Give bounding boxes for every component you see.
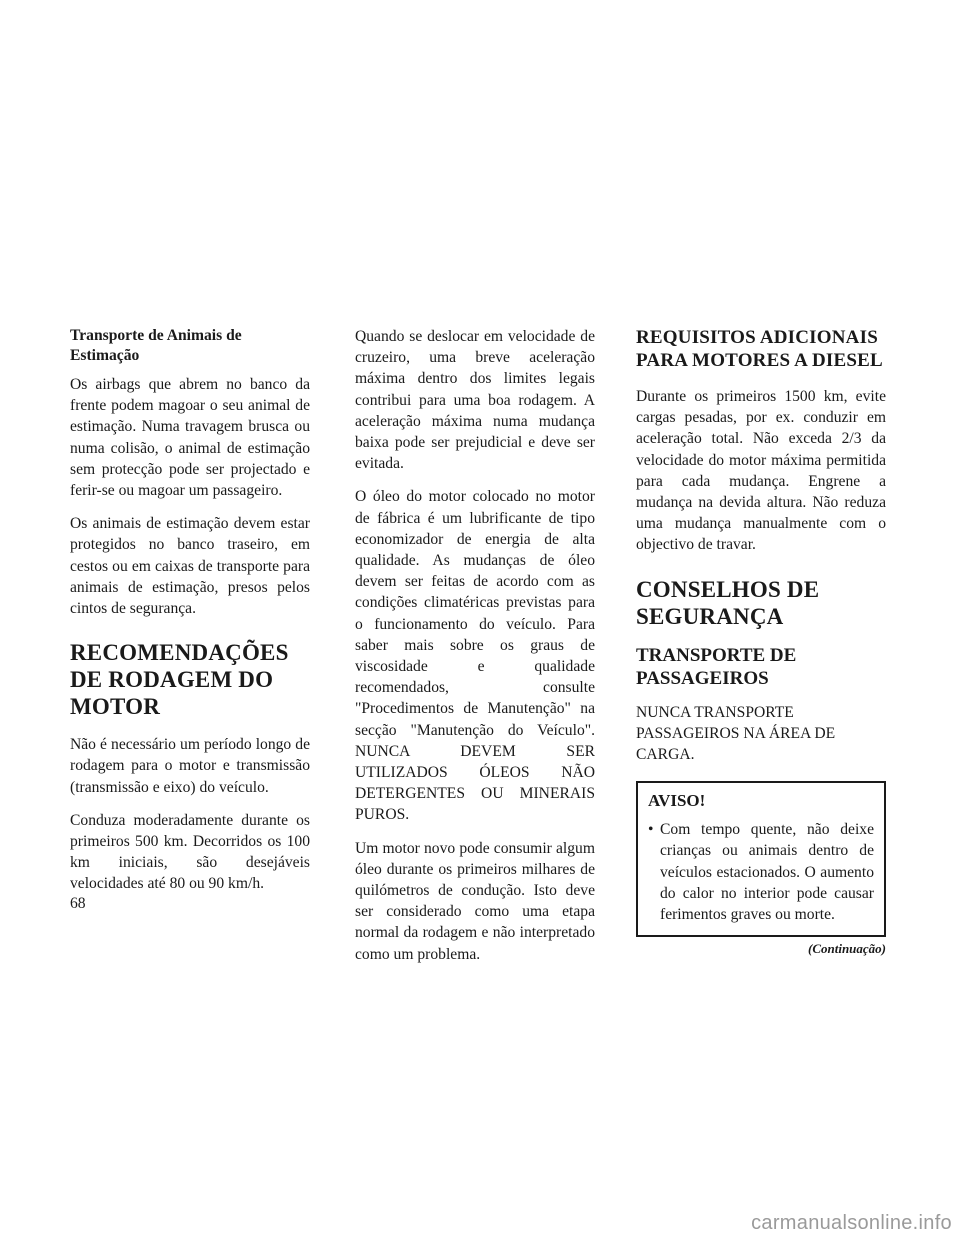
subsection-heading: TRANSPORTE DE PASSAGEIROS — [636, 644, 797, 689]
warning-text: Com tempo quente, não deixe crianças ou animais dentro de veículos estacionados. O aumento do calor no interior pode causar ferimentos graves ou morte. — [660, 821, 874, 924]
column-right — [636, 326, 886, 957]
section-heading: CONSELHOS DE SEGURANÇA — [636, 576, 820, 629]
paragraph: Conduza moderadamente durante os primeiros 500 km. Decorridos os 100 km iniciais, são desejáveis velocidades até 80 ou 90 km/h. — [70, 811, 310, 893]
warning-title: AVISO! — [648, 791, 706, 811]
paragraph: Os airbags que abrem no banco da frente podem magoar o seu animal de estimação. Numa travagem brusca ou numa colisão, o animal de estimação sem protecção pode ser projectado e ferir-se ou magoar um passageiro. — [70, 376, 310, 500]
paragraph: Quando se deslocar em velocidade de cruzeiro, uma breve aceleração máxima dentro dos limites legais contribui para uma boa rodagem. A aceleração máxima numa mudança baixa pode ser prejudicial e deve ser evitada. — [355, 328, 595, 473]
paragraph: Não é necessário um período longo de rodagem para o motor e transmissão (transmissão e eixo) do veículo. — [70, 736, 310, 796]
warning-box — [636, 781, 886, 937]
section-subheading: Transporte de Animais de Estimação — [70, 327, 242, 364]
section-heading: RECOMENDAÇÕES DE RODAGEM DO MOTOR — [70, 640, 289, 720]
page-number: 68 — [70, 895, 86, 912]
column-left — [70, 326, 310, 907]
watermark: carmanualsonline.info — [751, 1212, 952, 1234]
paragraph: Um motor novo pode consumir algum óleo durante os primeiros milhares de quilómetros de condução. Isto deve ser considerado como uma etapa normal da rodagem e não interpretado como um problema. — [355, 839, 595, 963]
paragraph: Durante os primeiros 1500 km, evite cargas pesadas, por ex. conduzir em aceleração total. Não exceda 2/3 da velocidade do motor máxima permitida para cada mudança. Engrene a mudança na devida altura. Não reduza uma mudança manualmente com o objectivo de travar. — [636, 388, 886, 554]
continued-label: (Continuação) — [807, 941, 886, 957]
paragraph: Os animais de estimação devem estar protegidos no banco traseiro, em cestos ou em caixas de transporte para animais de estimação, presos pelos cintos de segurança. — [70, 515, 310, 618]
section-heading: REQUISITOS ADICIONAIS PARA MOTORES A DIESEL — [636, 327, 883, 371]
column-middle — [355, 326, 595, 977]
warning-bullet-item — [648, 819, 874, 925]
paragraph: O óleo do motor colocado no motor de fábrica é um lubrificante de tipo economizador de energia de alta qualidade. As mudanças de óleo devem ser feitas de acordo com as condições climatéricas previstas para o funcionamento do veículo. Para saber mais sobre os graus de viscosidade e qualidade recomendados, consulte "Procedimentos de Manutenção" na secção "Manutenção do Veículo". NUNCA DEVEM SER UTILIZADOS ÓLEOS NÃO DETERGENTES OU MINERAIS PUROS. — [355, 488, 595, 824]
bullet-icon: • — [648, 821, 654, 839]
paragraph: NUNCA TRANSPORTE PASSAGEIROS NA ÁREA DE CARGA. — [636, 703, 836, 764]
